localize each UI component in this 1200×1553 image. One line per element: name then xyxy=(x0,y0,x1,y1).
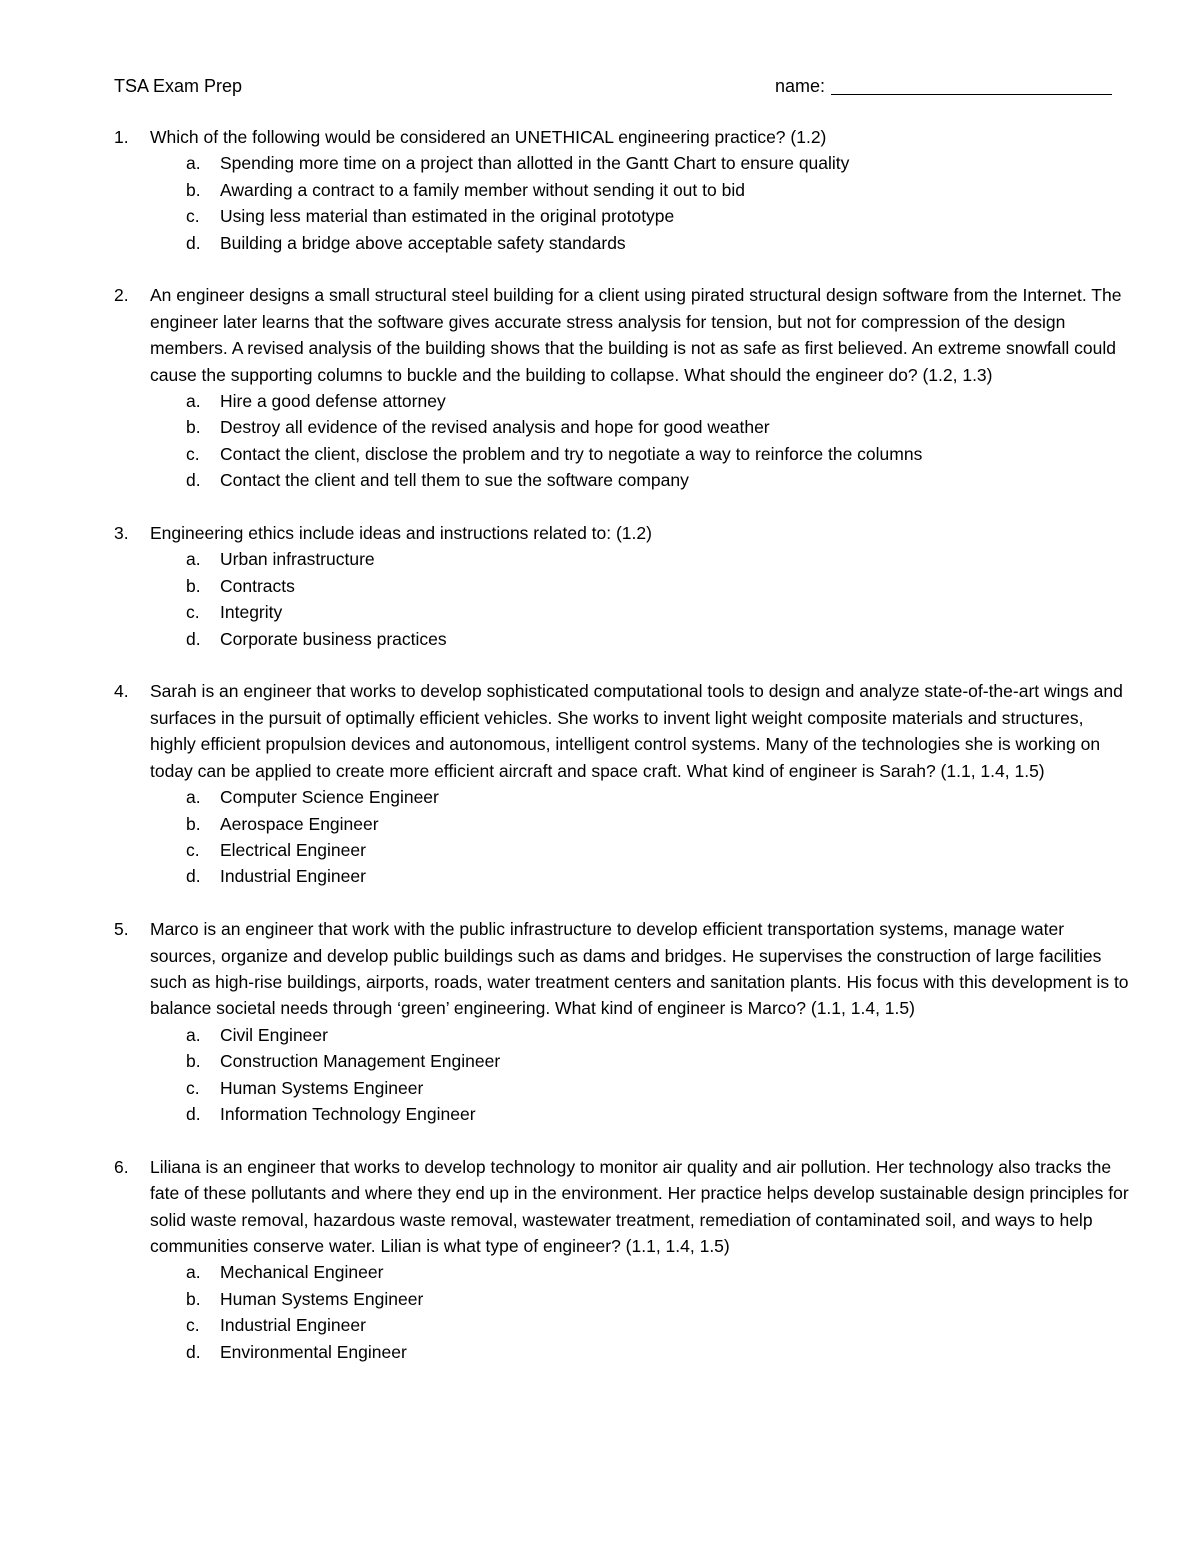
question-number: 2. xyxy=(114,285,129,306)
question-3 xyxy=(114,520,1134,652)
question-number: 3. xyxy=(114,523,129,544)
question-4 xyxy=(114,678,1134,889)
answer-options xyxy=(150,1022,1134,1128)
answer-option xyxy=(150,1048,1134,1074)
question-text: Marco is an engineer that work with the public infrastructure to develop efficient transportation systems, manage water sources, organize and develop public buildings such as dams and bridges. He supervises the construction of large facilities such as high-rise buildings, airports, roads, water treatment centers and sanitation plants. His focus with this development is to balance societal needs through ‘green’ engineering. What kind of engineer is Marco? (1.1, 1.4, 1.5) xyxy=(150,919,1129,1019)
option-letter: d. xyxy=(186,866,201,887)
option-letter: c. xyxy=(186,839,200,860)
answer-option xyxy=(150,1101,1134,1127)
question-text: Engineering ethics include ideas and instructions related to: (1.2) xyxy=(150,523,652,544)
question-2 xyxy=(114,282,1134,493)
option-text: Urban infrastructure xyxy=(220,549,375,570)
option-text: Human Systems Engineer xyxy=(220,1077,424,1098)
option-letter: a. xyxy=(186,153,201,174)
question-5 xyxy=(114,916,1134,1127)
answer-option xyxy=(150,1022,1134,1048)
document-title: TSA Exam Prep xyxy=(114,76,243,96)
question-number: 1. xyxy=(114,127,129,147)
question-number: 4. xyxy=(114,681,129,702)
option-letter: c. xyxy=(186,1077,200,1098)
option-letter: b. xyxy=(186,813,201,834)
option-text: Building a bridge above acceptable safety standards xyxy=(220,232,626,253)
answer-options xyxy=(150,150,1134,256)
answer-option xyxy=(150,573,1134,599)
option-text: Using less material than estimated in the original prototype xyxy=(220,206,675,227)
option-text: Contracts xyxy=(220,575,295,596)
answer-option xyxy=(150,177,1134,203)
answer-option xyxy=(150,203,1134,229)
option-text: Industrial Engineer xyxy=(220,866,366,887)
option-text: Contact the client, disclose the problem and try to negotiate a way to reinforce the columns xyxy=(220,443,923,464)
answer-option xyxy=(150,863,1134,889)
answer-option xyxy=(150,1259,1134,1285)
question-number: 5. xyxy=(114,919,129,940)
answer-option xyxy=(150,388,1134,414)
option-text: Integrity xyxy=(220,602,283,623)
option-text: Spending more time on a project than allotted in the Gantt Chart to ensure quality xyxy=(220,153,850,174)
option-letter: b. xyxy=(186,179,201,200)
option-letter: a. xyxy=(186,391,201,412)
option-letter: d. xyxy=(186,470,201,491)
answer-options xyxy=(150,1259,1134,1365)
option-text: Hire a good defense attorney xyxy=(220,391,446,412)
option-text: Contact the client and tell them to sue the software company xyxy=(220,470,689,491)
option-letter: b. xyxy=(186,575,201,596)
option-letter: d. xyxy=(186,628,201,649)
answer-option xyxy=(150,626,1134,652)
option-letter: a. xyxy=(186,1024,201,1045)
answer-option xyxy=(150,1075,1134,1101)
option-letter: b. xyxy=(186,1051,201,1072)
answer-option xyxy=(150,467,1134,493)
option-text: Information Technology Engineer xyxy=(220,1103,476,1124)
answer-option xyxy=(150,1339,1134,1365)
answer-option xyxy=(150,150,1134,176)
answer-option xyxy=(150,784,1134,810)
option-text: Construction Management Engineer xyxy=(220,1051,501,1072)
option-text: Electrical Engineer xyxy=(220,839,366,860)
option-text: Human Systems Engineer xyxy=(220,1288,424,1309)
question-6 xyxy=(114,1154,1134,1365)
option-letter: c. xyxy=(186,1315,200,1336)
question-number: 6. xyxy=(114,1156,129,1177)
answer-option xyxy=(150,414,1134,440)
answer-options xyxy=(150,784,1134,890)
answer-options xyxy=(150,388,1134,494)
option-text: Awarding a contract to a family member without sending it out to bid xyxy=(220,179,745,200)
answer-option xyxy=(150,1312,1134,1338)
question-text: Which of the following would be considered an UNETHICAL engineering practice? (1.2) xyxy=(150,127,827,147)
option-letter: c. xyxy=(186,602,200,623)
answer-option xyxy=(150,811,1134,837)
question-text: Sarah is an engineer that works to develop sophisticated computational tools to design and analyze state-of-the-art wings and surfaces in the pursuit of optimally efficient vehicles. She works to invent light weight composite materials and structures, highly efficient propulsion devices and autonomous, intelligent control systems. Many of the technologies she is working on today can be applied to create more efficient aircraft and space craft. What kind of engineer is Sarah? (1.1, 1.4, 1.5) xyxy=(150,681,1123,781)
question-text: An engineer designs a small structural steel building for a client using pirated structural design software from the Internet. The engineer later learns that the software gives accurate stress analysis for tension, but not for compression of the design members. A revised analysis of the building shows that the building is not as safe as first believed. An extreme snowfall could cause the supporting columns to buckle and the building to collapse. What should the engineer do? (1.2, 1.3) xyxy=(150,285,1122,385)
answer-option xyxy=(150,546,1134,572)
answer-options xyxy=(150,546,1134,652)
question-list xyxy=(114,124,1134,1391)
option-text: Destroy all evidence of the revised analysis and hope for good weather xyxy=(220,417,770,438)
option-text: Mechanical Engineer xyxy=(220,1262,384,1283)
option-text: Environmental Engineer xyxy=(220,1341,407,1362)
page-header xyxy=(114,73,1114,101)
answer-option xyxy=(150,1286,1134,1312)
option-text: Aerospace Engineer xyxy=(220,813,379,834)
name-field xyxy=(775,73,1112,99)
name-blank-line xyxy=(831,94,1112,95)
answer-option xyxy=(150,230,1134,256)
name-label: name: xyxy=(775,76,826,96)
option-letter: b. xyxy=(186,1288,201,1309)
option-letter: c. xyxy=(186,206,200,227)
option-letter: c. xyxy=(186,443,200,464)
option-letter: a. xyxy=(186,787,201,808)
option-letter: a. xyxy=(186,549,201,570)
question-1 xyxy=(114,124,1134,256)
option-text: Computer Science Engineer xyxy=(220,787,439,808)
question-text: Liliana is an engineer that works to develop technology to monitor air quality and air pollution. Her technology also tracks the fate of these pollutants and where they end up in the environment. Her practice helps develop sustainable design principles for solid waste removal, hazardous waste removal, wastewater treatment, remediation of contaminated soil, and ways to help communities conserve water. Lilian is what type of engineer? (1.1, 1.4, 1.5) xyxy=(150,1156,1129,1256)
option-text: Civil Engineer xyxy=(220,1024,328,1045)
option-letter: d. xyxy=(186,1341,201,1362)
option-letter: a. xyxy=(186,1262,201,1283)
answer-option xyxy=(150,837,1134,863)
option-letter: b. xyxy=(186,417,201,438)
option-letter: d. xyxy=(186,1103,201,1124)
option-text: Industrial Engineer xyxy=(220,1315,366,1336)
option-letter: d. xyxy=(186,232,201,253)
answer-option xyxy=(150,441,1134,467)
answer-option xyxy=(150,599,1134,625)
option-text: Corporate business practices xyxy=(220,628,447,649)
